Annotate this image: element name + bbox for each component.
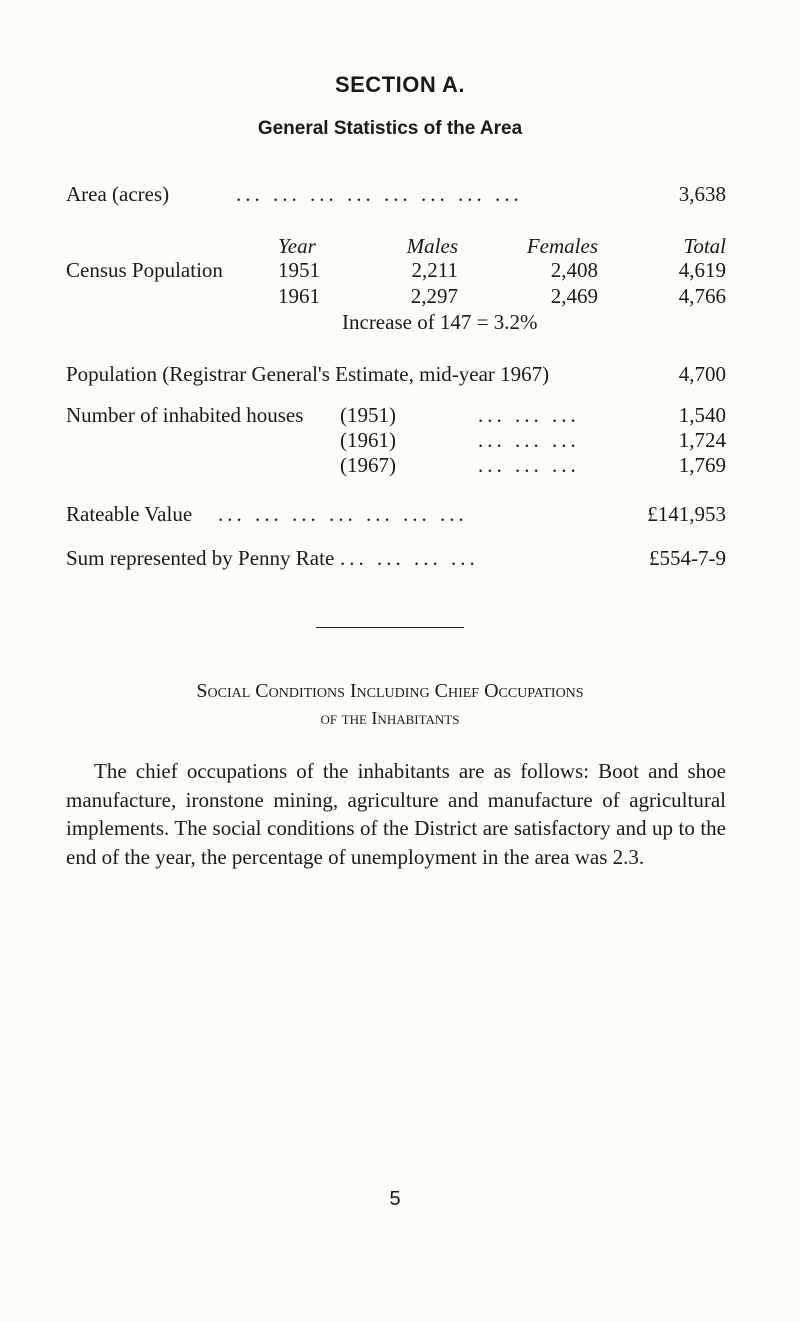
houses-value: 1,769: [678, 453, 726, 477]
census-row-year: 1961: [278, 284, 320, 308]
area-label: Area (acres): [66, 182, 170, 206]
social-heading-line2: of the Inhabitants: [320, 708, 460, 728]
section-title: SECTION A.: [334, 72, 466, 97]
rateable-value-label: Rateable Value: [66, 502, 193, 526]
area-value: 3,638: [678, 182, 726, 206]
census-row-total: 4,766: [678, 284, 726, 308]
houses-value: 1,540: [678, 403, 726, 427]
penny-rate-label: Sum represented by Penny Rate: [66, 546, 335, 570]
social-paragraph: The chief occupations of the inhabitants are as follows: Boot and shoe manufacture, ironstone mining, agriculture and manufacture of agricultural implements. The social conditions of the District are satisfactory and up to the end of the year, the percentage of unemployment in the area was 2.3.: [66, 759, 726, 869]
census-label: Census Population: [66, 258, 223, 282]
houses-year: (1961): [340, 428, 396, 452]
census-row-year: 1951: [278, 258, 320, 282]
census-header-year: Year: [278, 234, 316, 258]
houses-label: Number of inhabited houses: [66, 403, 304, 427]
area-dots: ... ... ... ... ... ... ... ...: [236, 182, 523, 206]
houses-dots: ... ... ...: [478, 428, 580, 452]
census-increase: Increase of 147 = 3.2%: [342, 310, 538, 334]
census-row-females: 2,408: [550, 258, 598, 282]
rateable-value-dots: ... ... ... ... ... ... ...: [218, 502, 468, 526]
houses-value: 1,724: [678, 428, 726, 452]
rateable-value-value: £141,953: [647, 502, 726, 526]
population-estimate-label: Population (Registrar General's Estimate, mid-year 1967): [66, 362, 550, 386]
section-divider: [316, 627, 464, 628]
census-row-males: 2,211: [411, 258, 458, 282]
census-header-females: Females: [526, 234, 598, 258]
census-row-total: 4,619: [678, 258, 726, 282]
census-row-males: 2,297: [410, 284, 458, 308]
social-heading-line1: Social Conditions Including Chief Occupations: [196, 680, 584, 702]
houses-year: (1967): [340, 453, 396, 477]
population-estimate-value: 4,700: [678, 362, 726, 386]
houses-dots: ... ... ...: [478, 453, 580, 477]
census-header-total: Total: [683, 234, 726, 258]
houses-dots: ... ... ...: [478, 403, 580, 427]
penny-rate-value: £554-7-9: [649, 546, 726, 570]
penny-rate-dots: ... ... ... ...: [340, 546, 479, 570]
census-header-males: Males: [406, 234, 458, 258]
houses-year: (1951): [340, 403, 396, 427]
page-number: 5: [389, 1188, 401, 1210]
general-statistics-title: General Statistics of the Area: [257, 118, 523, 139]
census-row-females: 2,469: [550, 284, 598, 308]
